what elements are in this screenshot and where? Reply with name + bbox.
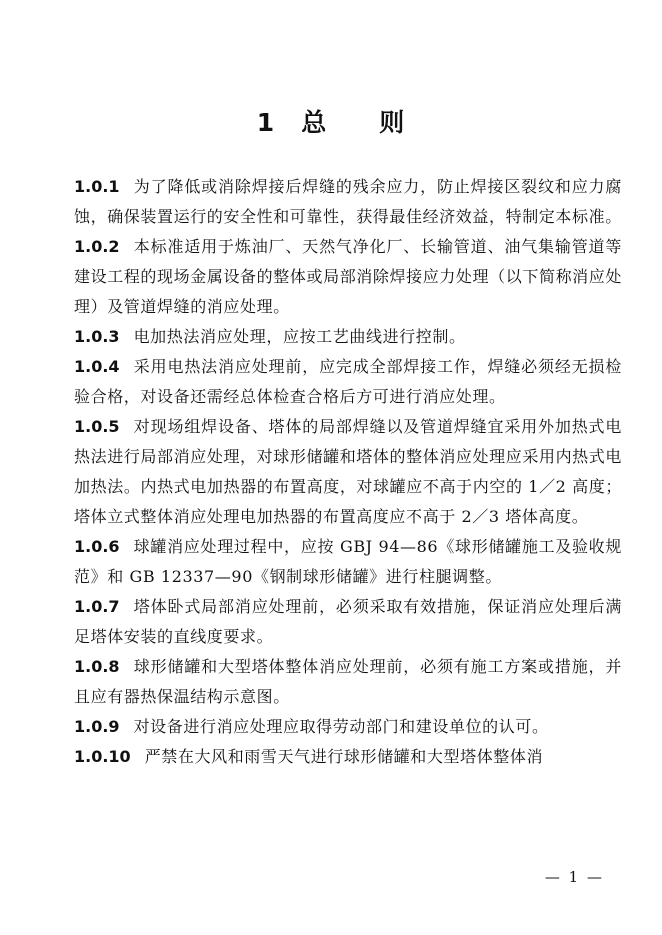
clause-1-0-8 [74,652,622,712]
clause-number: 1.0.9 [74,717,120,736]
chapter-title: 1 总 则 [256,108,406,137]
clause-text: 对现场组焊设备、塔体的局部焊缝以及管道焊缝宜采用外加热式电热法进行局部消应处理，对球形储罐和塔体的整体消应处理应采用内热式电加热法。内热式电加热器的布置高度，对球罐应不高于内空的 1／2 高度；塔体立式整体消应处理电加热器的布置高度应不高于 2／3 塔体高度。 [74,417,622,526]
clause-number: 1.0.1 [74,177,120,196]
clause-text: 球罐消应处理过程中，应按 GBJ 94—86《球形储罐施工及验收规范》和 GB 12337—90《钢制球形储罐》进行柱腿调整。 [74,537,622,586]
clause-text: 本标准适用于炼油厂、天然气净化厂、长输管道、油气集输管道等建设工程的现场金属设备的整体或局部消除焊接应力处理（以下简称消应处理）及管道焊缝的消应处理。 [74,237,622,316]
clause-text: 球形储罐和大型塔体整体消应处理前，必须有施工方案或措施，并且应有器热保温结构示意图。 [74,657,622,706]
clause-number: 1.0.4 [74,357,120,376]
clause-1-0-9 [74,712,622,742]
clause-1-0-10 [74,742,622,772]
clause-number: 1.0.2 [74,237,120,256]
page-number: — 1 — [544,868,604,886]
clause-number: 1.0.6 [74,537,120,556]
clause-number: 1.0.7 [74,597,120,616]
clause-1-0-3 [74,322,622,352]
clause-number: 1.0.10 [74,747,131,766]
clause-text: 严禁在大风和雨雪天气进行球形储罐和大型塔体整体消 [144,747,544,766]
clause-1-0-5 [74,412,622,532]
clause-1-0-6 [74,532,622,592]
clause-1-0-4 [74,352,622,412]
clause-text: 对设备进行消应处理应取得劳动部门和建设单位的认可。 [133,717,549,736]
clause-list [74,172,622,772]
clause-1-0-1 [74,172,622,232]
clause-number: 1.0.3 [74,327,120,346]
clause-text: 采用电热法消应处理前，应完成全部焊接工作，焊缝必须经无损检验合格，对设备还需经总体检查合格后方可进行消应处理。 [74,357,622,406]
clause-number: 1.0.5 [74,417,120,436]
clause-number: 1.0.8 [74,657,120,676]
clause-text: 为了降低或消除焊接后焊缝的残余应力，防止焊接区裂纹和应力腐蚀，确保装置运行的安全性和可靠性，获得最佳经济效益，特制定本标准。 [74,177,622,226]
clause-text: 塔体卧式局部消应处理前，必须采取有效措施，保证消应处理后满足塔体安装的直线度要求。 [74,597,622,646]
clause-1-0-2 [74,232,622,322]
clause-text: 电加热法消应处理，应按工艺曲线进行控制。 [133,327,466,346]
clause-1-0-7 [74,592,622,652]
